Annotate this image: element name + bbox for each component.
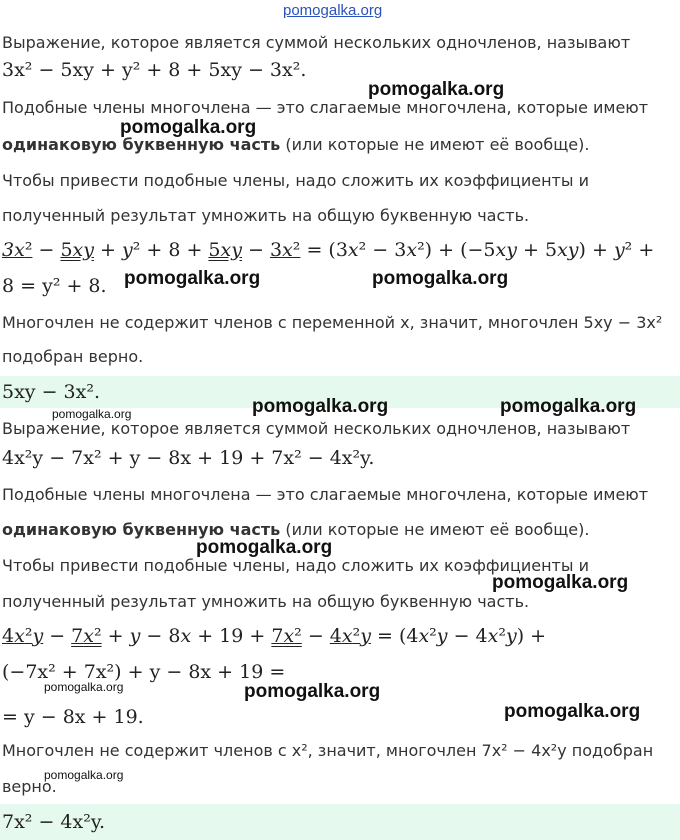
b1-rule-line2: полученный результат умножить на общую буквенную часть. (2, 206, 530, 225)
watermark: pomogalka.org (196, 537, 333, 558)
watermark: pomogalka.org (120, 117, 257, 138)
b1-expression: 3x² − 5xy + y² + 8 + 5xy − 3x². (2, 59, 307, 81)
b2-bold-term: одинаковую буквенную часть (2, 520, 281, 539)
b2-calc-line1: 4x²y − 7x² + y − 8x + 19 + 7x² − 4x²y = (4x²y − 4x²y) + (2, 625, 547, 647)
watermark: pomogalka.org (244, 681, 381, 702)
b1-check-line1: Многочлен не содержит членов с переменной x, значит, многочлен 5xy − 3x² (2, 313, 663, 332)
b2-rule-line1: Чтобы привести подобные члены, надо сложить их коэффициенты и (2, 556, 589, 575)
watermark: pomogalka.org (504, 701, 641, 722)
b2-check-line1: Многочлен не содержит членов с x², значит, многочлен 7x² − 4x²y подобран (2, 741, 654, 760)
watermark: pomogalka.org (500, 396, 637, 417)
b1-check-line2: подобран верно. (2, 347, 144, 366)
b2-rule-line2: полученный результат умножить на общую буквенную часть. (2, 592, 530, 611)
b2-answer: 7x² − 4x²y. (2, 811, 106, 833)
b2-intro: Выражение, которое является суммой нескольких одночленов, называют (2, 419, 631, 438)
site-link[interactable]: pomogalka.org (283, 2, 383, 19)
watermark: pomogalka.org (252, 396, 389, 417)
b1-definition-line1: Подобные члены многочлена — это слагаемые многочлена, которые имеют (2, 98, 649, 117)
b2-expression: 4x²y − 7x² + y − 8x + 19 + 7x² − 4x²y. (2, 447, 375, 469)
b2-definition-rest: (или которые не имеют её вообще). (280, 520, 590, 539)
b2-calc-line2: (−7x² + 7x²) + y − 8x + 19 = (2, 661, 286, 683)
b1-rule-line1: Чтобы привести подобные члены, надо сложить их коэффициенты и (2, 171, 589, 190)
b1-definition-line2 (2, 135, 589, 155)
b1-answer: 5xy − 3x². (2, 381, 100, 403)
b1-definition-rest: (или которые не имеют её вообще). (280, 135, 590, 154)
watermark: pomogalka.org (124, 268, 261, 289)
watermark: pomogalka.org (52, 407, 132, 421)
watermark: pomogalka.org (44, 768, 124, 782)
watermark: pomogalka.org (368, 79, 505, 100)
watermark: pomogalka.org (492, 572, 629, 593)
b1-intro: Выражение, которое является суммой нескольких одночленов, называют (2, 33, 631, 52)
b2-definition-line1: Подобные члены многочлена — это слагаемые многочлена, которые имеют (2, 485, 649, 504)
b1-calc-line2: 8 = y² + 8. (2, 275, 107, 297)
watermark: pomogalka.org (44, 680, 124, 694)
b1-bold-term: одинаковую буквенную часть (2, 135, 281, 154)
watermark: pomogalka.org (372, 268, 509, 289)
b2-check-line2: верно. (2, 777, 57, 796)
b1-calc-line1: 3x² − 5xy + y² + 8 + 5xy − 3x² = (3x² − 3x²) + (−5xy + 5xy) + y² + (2, 239, 655, 261)
b2-calc-line3: = y − 8x + 19. (2, 706, 144, 728)
